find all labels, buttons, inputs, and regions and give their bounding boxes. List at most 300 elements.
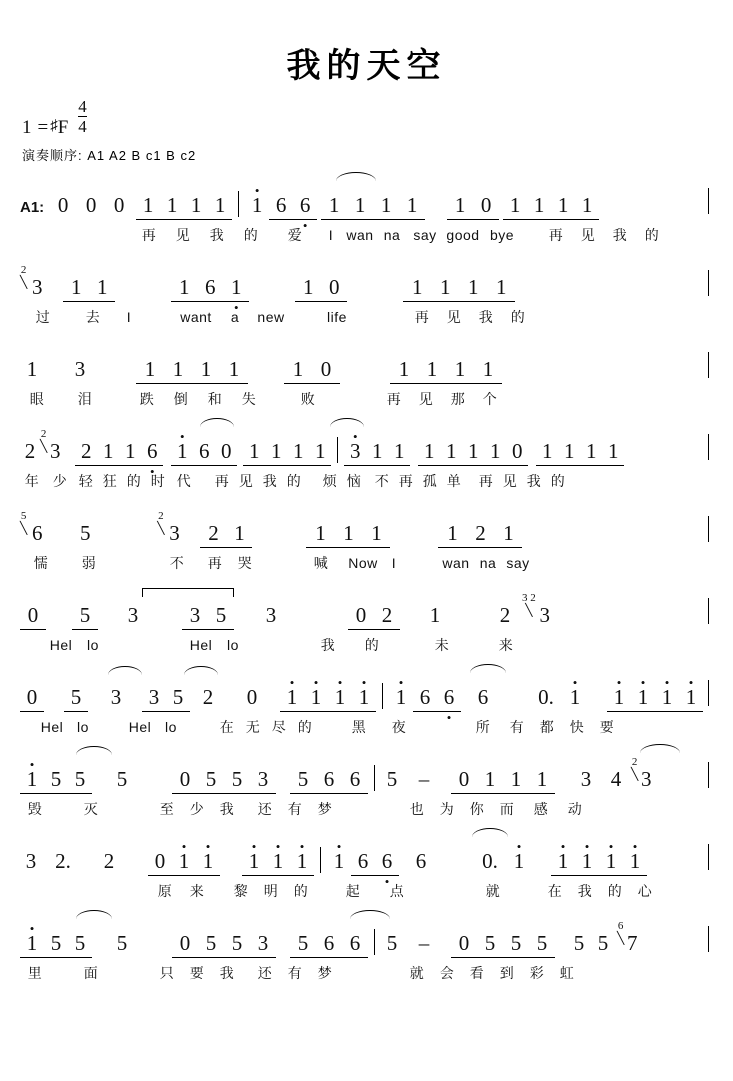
system-8-lyrics [20,794,719,824]
lyric: 会 [439,965,455,981]
time-signature [78,98,87,136]
slur [76,910,112,919]
note: 1 [265,441,287,466]
note: • 1 [20,933,44,958]
lyric: Hel [128,719,152,735]
barline [708,434,709,460]
note: 6 [477,685,489,709]
lyric: 虹 [559,965,575,981]
note: 0. [482,849,498,873]
note: 1 [484,441,506,466]
time-signature-bottom: 4 [78,117,87,137]
note: 3 [265,603,277,627]
system-7-notes [20,666,719,712]
lyric: 无 [245,719,261,735]
barline [708,598,709,624]
note: • 3 [344,441,366,466]
note: 1 [477,769,503,794]
note: 3 [182,605,208,630]
note: 0 [172,933,198,958]
note: 5 [116,767,128,791]
score-metadata [0,97,733,164]
note: 2 [24,439,36,463]
lyric: 至 [159,801,175,817]
note: • 1 [223,277,249,302]
key-number: 1 [22,117,32,138]
lyric: 来 [498,637,514,653]
note: 5 [573,931,585,955]
system-5-notes [20,502,719,548]
lyric: 灭 [83,801,99,817]
barline [708,680,709,706]
note: 1 [558,441,580,466]
lyric: 还 [257,801,273,817]
lyric: 的 [126,473,142,489]
note: • 1 [551,851,575,876]
system-3 [20,338,719,414]
lyric: 毁 [27,801,43,817]
system-3-lyrics [20,384,719,414]
note: • 1 [575,851,599,876]
time-signature-top: 4 [78,97,87,117]
note: 1 [309,441,331,466]
system-8-notes [20,748,719,794]
slur [350,910,390,919]
tuplet-mark: 2 ╲ [157,510,165,535]
lyric: lo [165,719,177,735]
note: 1 [474,359,502,384]
note: 1 [136,359,164,384]
note: 3 [250,769,276,794]
note: 7 [626,931,638,955]
lyric: 泪 [77,391,93,407]
lyric: I [126,309,132,325]
note: – [418,767,430,791]
note: 1 [97,441,119,466]
note: – [418,931,430,955]
lyric: 彩 [529,965,545,981]
note: 2. [55,849,71,873]
slur [472,828,508,837]
note: 2 [202,685,214,709]
note: 5 [68,933,92,958]
barline [374,765,375,791]
note: • 1 [563,687,587,712]
note: 4 [610,767,622,791]
note: 5 [64,687,88,712]
lyric: 要 [599,719,615,735]
lyric: 只 [159,965,175,981]
system-9-lyrics [20,876,719,906]
lyric: 再 [141,227,157,243]
note: 1 [373,195,399,220]
system-6-lyrics [20,630,719,660]
barline [708,926,709,952]
lyric: 恼 [346,473,362,489]
system-2-lyrics [20,302,719,332]
tuplet-mark: 2 ╲ [631,756,639,781]
barline [320,847,321,873]
barline [238,191,239,217]
performance-order: 演奏顺序: A1 A2 B c1 B c2 [22,148,197,163]
note: 1 [431,277,459,302]
system-5 [20,502,719,578]
lyric: 尽 [271,719,287,735]
note: 1 [306,523,334,548]
note: 0 [451,933,477,958]
lyric: 我 [219,965,235,981]
note: 6 [193,441,215,466]
note: 3 [127,603,139,627]
lyric: 所 [475,719,491,735]
note: 1 [220,359,248,384]
note: 1 [160,195,184,220]
lyric: 见 [238,473,254,489]
lyric: 孤 [422,473,438,489]
lyric: 失 [241,391,257,407]
note: 0 [57,193,69,217]
lyric: 见 [446,309,462,325]
lyric: 的 [243,227,259,243]
note: 2 [200,523,226,548]
system-6 [20,584,719,660]
note: 1 [164,359,192,384]
lyric: 在 [219,719,235,735]
lyric: 未 [434,637,450,653]
lyric: 个 [482,391,498,407]
tuplet-mark: 2 ╲ [20,264,28,289]
lyric: 单 [446,473,462,489]
lyric: 见 [418,391,434,407]
note: 3 [169,521,180,545]
note: 1 [26,357,38,381]
lyric: 的 [644,227,660,243]
note: 1 [284,359,312,384]
barline [708,516,709,542]
note: • 1 [599,851,623,876]
lyric: 还 [257,965,273,981]
lyric: 要 [189,965,205,981]
tuplet-mark: 6 ╲ [617,920,625,945]
key-and-time-signature [22,97,733,139]
lyric: 跌 [139,391,155,407]
note: 0 [473,195,499,220]
note: 5 [224,933,250,958]
note: 0 [148,851,172,876]
lyric: 时 [150,473,166,489]
lyric: 夜 [391,719,407,735]
lyric: 的 [297,719,313,735]
lyric: lo [87,637,99,653]
note: 0 [246,685,258,709]
note: • 1 [242,851,266,876]
tuplet-mark: 3 2 ╲ [522,592,536,617]
note: 6 [342,769,368,794]
note: 5 [198,769,224,794]
note: 5 [224,769,250,794]
tie [142,588,234,597]
lyric: Hel [189,637,213,653]
lyric: 哭 [237,555,253,571]
lyric: 的 [293,883,309,899]
lyric: I [328,227,334,243]
note: 3 [49,439,61,463]
lyric: 倒 [173,391,189,407]
note: 3 [250,933,276,958]
note: 6 [316,769,342,794]
slur [336,172,376,181]
note: 1 [575,195,599,220]
note: 1 [403,277,431,302]
lyric: 我 [209,227,225,243]
note: 3 [640,767,652,791]
note: 1 [446,359,474,384]
note: 1 [440,441,462,466]
page-title: 我的天空 [286,47,447,85]
system-1-notes [20,174,719,220]
note: 0 [506,441,528,466]
lyric: 感 [533,801,549,817]
note: 5 [72,605,98,630]
lyric: 也 [409,801,425,817]
lyric: 再 [414,309,430,325]
score-body [0,174,733,1014]
lyric: say [506,555,530,571]
lyric: 见 [580,227,596,243]
note: 1 [487,277,515,302]
note: 5 [79,521,91,545]
note: 6 [316,933,342,958]
note: 1 [208,195,232,220]
note: 1 [388,441,410,466]
lyric: 有 [287,965,303,981]
lyric: 你 [469,801,485,817]
tuplet-mark: 5 ╲ [20,510,28,535]
lyric: I [391,555,397,571]
system-2-notes [20,256,719,302]
lyric: wan [346,227,374,243]
lyric: 烦 [322,473,338,489]
slur [108,666,142,675]
note: 1 [295,277,321,302]
note: 1 [184,195,208,220]
note: 1 [580,441,602,466]
note: 3 [25,849,37,873]
note: 1 [418,359,446,384]
lyric: 黎 [233,883,249,899]
lyric: Hel [40,719,64,735]
barline [708,188,709,214]
note: 6 [351,851,375,876]
note: 6 [413,687,437,712]
lyric: 少 [189,801,205,817]
note: 1 [321,195,347,220]
lyric: 不 [374,473,390,489]
lyric: 有 [509,719,525,735]
note: 1 [494,523,522,548]
lyric: 心 [637,883,653,899]
lyric: Now [348,555,378,571]
lyric: want [180,309,212,325]
lyric: 我 [478,309,494,325]
lyric: 来 [189,883,205,899]
lyric: say [413,227,437,243]
note: 2 [103,849,115,873]
note: 1 [362,523,390,548]
note: 5 [208,605,234,630]
lyric: 我 [577,883,593,899]
lyric: lo [77,719,89,735]
system-7-lyrics [20,712,719,742]
system-7 [20,666,719,742]
lyric: 弱 [81,555,97,571]
note: • 1 [507,851,531,876]
note: 1 [287,441,309,466]
note: 1 [243,441,265,466]
lyric: 的 [607,883,623,899]
note: 5 [503,933,529,958]
barline [382,683,383,709]
note: 0 [85,193,97,217]
note: • 1 [290,851,314,876]
note: • 6 [375,851,399,876]
lyric: 去 [85,309,101,325]
note: • 1 [280,687,304,712]
lyric: 为 [439,801,455,817]
note: 2 [374,605,400,630]
note: 5 [116,931,128,955]
lyric: 黑 [351,719,367,735]
note: • 6 [437,687,461,712]
lyric: 明 [263,883,279,899]
lyric: 再 [386,391,402,407]
tuplet-mark: 2 ╲ [40,428,48,453]
note: 6 [342,933,368,958]
lyric: 原 [157,883,173,899]
note: • 1 [245,195,269,220]
lyric: 少 [52,473,68,489]
note: 2 [466,523,494,548]
system-4 [20,420,719,496]
note: • 6 [293,195,317,220]
lyric: 再 [398,473,414,489]
note: • 1 [631,687,655,712]
note: 1 [527,195,551,220]
lyric: na [479,555,497,571]
slur [330,418,364,427]
lyric: a [230,309,240,325]
system-8 [20,748,719,824]
barline [708,270,709,296]
lyric: 点 [389,883,405,899]
barline [374,929,375,955]
lyric: Hel [49,637,73,653]
barline [708,352,709,378]
lyric: 再 [214,473,230,489]
key-name: F [57,117,69,138]
note: 1 [503,195,527,220]
note: 3 [539,603,550,627]
note: • 6 [141,441,163,466]
barline [337,437,338,463]
sharp-icon: ♯ [50,118,58,134]
system-1 [20,174,719,250]
note: 3 [110,685,122,709]
note: 5 [44,933,68,958]
note: 1 [447,195,473,220]
slur [470,664,506,673]
note: 1 [459,277,487,302]
slur [200,418,234,427]
slur [76,746,112,755]
note: 5 [68,769,92,794]
lyric: wan [442,555,470,571]
note: 5 [44,769,68,794]
note: 1 [347,195,373,220]
note: 1 [399,195,425,220]
note: 1 [171,277,197,302]
note: • 1 [679,687,703,712]
lyric: 见 [175,227,191,243]
note: 3 [142,687,166,712]
note: 0 [113,193,125,217]
note: 1 [136,195,160,220]
lyric: 在 [547,883,563,899]
lyric: 的 [364,637,380,653]
lyric: 再 [207,555,223,571]
lyric: 就 [409,965,425,981]
note: 0. [538,685,554,709]
note: • 1 [328,687,352,712]
lyric: 年 [24,473,40,489]
note: • 1 [20,769,44,794]
system-9 [20,830,719,906]
lyric: 和 [207,391,223,407]
note: 6 [415,849,427,873]
note: 1 [462,441,484,466]
note: 3 [74,357,86,381]
lyric: 我 [262,473,278,489]
note: 5 [290,769,316,794]
lyric: new [257,309,285,325]
note: 0 [20,605,46,630]
lyric: 再 [478,473,494,489]
lyric: 懦 [33,555,49,571]
lyric: 再 [548,227,564,243]
lyric: 都 [539,719,555,735]
system-4-notes [20,420,719,466]
system-5-lyrics [20,548,719,578]
lyric: 就 [485,883,501,899]
note: 5 [477,933,503,958]
note: • 1 [623,851,647,876]
note: • 1 [389,687,413,712]
note: 5 [198,933,224,958]
note: 1 [192,359,220,384]
note: 1 [529,769,555,794]
lyric: 见 [502,473,518,489]
note: 5 [166,687,190,712]
note: 5 [290,933,316,958]
barline [708,844,709,870]
note: 0 [20,687,44,712]
note: • 1 [327,851,351,876]
barline [708,762,709,788]
lyric: 的 [286,473,302,489]
note: • 1 [304,687,328,712]
lyric: 起 [345,883,361,899]
lyric: 面 [83,965,99,981]
